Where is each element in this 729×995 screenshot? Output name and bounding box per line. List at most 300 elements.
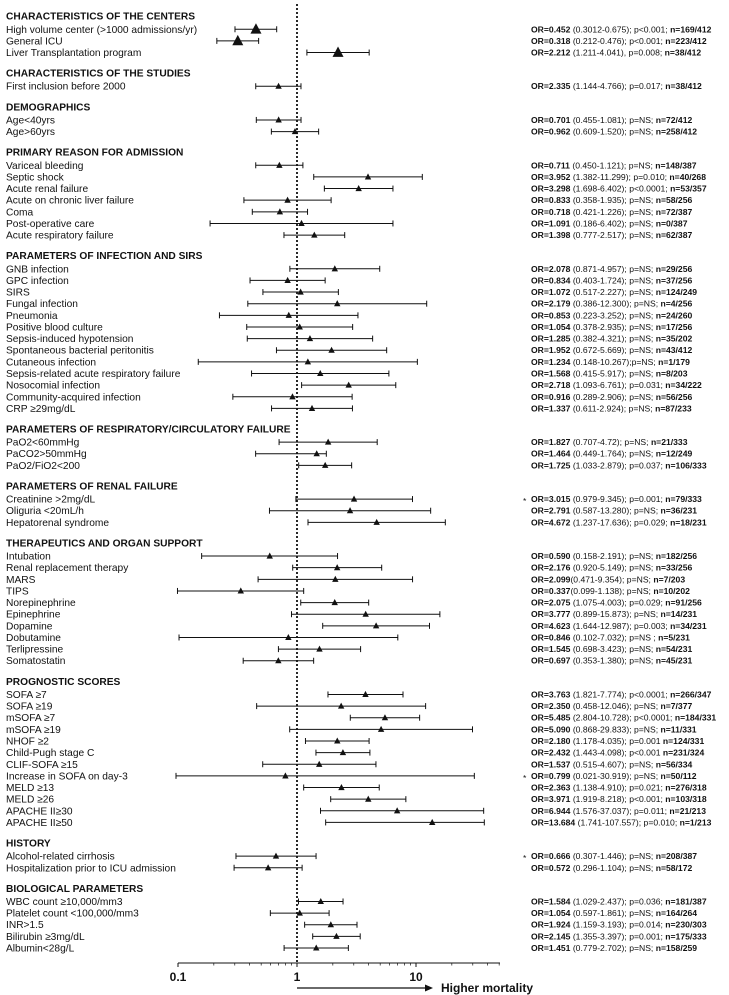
- x-axis-label: Higher mortality: [441, 981, 534, 995]
- or-stat-n: n=79/333: [665, 494, 702, 505]
- or-stat-val: 2.432: [548, 747, 571, 758]
- or-stat-val: 1.827: [548, 437, 571, 448]
- or-stat-ci-text: (0.358-1.935); p=NS;: [570, 195, 656, 206]
- or-stat-val: 5.485: [548, 712, 571, 723]
- row-label: Acute on chronic liver failure: [6, 195, 134, 207]
- section-title: CHARACTERISTICS OF THE CENTERS: [6, 11, 196, 23]
- or-stat: [531, 656, 692, 666]
- or-stat-n: n=184/331: [674, 712, 717, 723]
- or-stat-ci-text: (0.450-1.121); p=NS;: [569, 160, 656, 171]
- or-stat-val: 2.363: [548, 782, 571, 793]
- or-stat-val: 0.697: [548, 655, 571, 666]
- or-stat: [531, 24, 712, 34]
- or-stat-n: n=5/231: [658, 632, 690, 643]
- or-stat-n: n=158/259: [655, 943, 698, 953]
- or-stat: [531, 264, 692, 274]
- or-stat-or-text: OR=: [531, 81, 549, 92]
- or-stat-val: 1.725: [548, 460, 571, 471]
- or-stat-val: 2.350: [548, 701, 571, 712]
- x-tick-label: 0.1: [169, 970, 187, 984]
- or-stat-n: n=38/412: [664, 47, 702, 58]
- row-label: Age>60yrs: [6, 127, 55, 139]
- or-stat: [531, 759, 692, 769]
- or-stat-val: 1.464: [548, 448, 571, 459]
- or-stat-val: 3.015: [548, 494, 571, 505]
- or-stat-or-text: OR=: [531, 770, 549, 781]
- or-stat-ci-text: (1.919-8.218); p<0.001;: [570, 794, 666, 805]
- or-stat: [531, 172, 706, 182]
- or-stat-ci-text: (1.576-37.037); p=0.011;: [570, 805, 670, 816]
- or-stat-or-text: OR=: [531, 817, 549, 828]
- or-stat-val: 0.572: [548, 862, 571, 873]
- or-stat-n: n=106/333: [665, 460, 707, 471]
- or-stat-or-text: OR=: [531, 183, 549, 194]
- or-stat-ci-text: (1.355-3.397); p=0.001;: [570, 931, 666, 942]
- or-stat: [531, 598, 702, 608]
- or-stat-val: 2.791: [548, 505, 571, 516]
- or-stat-n: n=54/231: [655, 644, 693, 655]
- or-stat-val: 2.212: [548, 47, 571, 58]
- or-stat-n: n=62/387: [655, 230, 693, 241]
- or-stat: [531, 48, 701, 58]
- or-stat-or-text: OR=: [531, 47, 549, 58]
- or-stat-ci-text: (0.148-10.267);p=NS;: [570, 356, 659, 367]
- row-label: GPC infection: [6, 275, 69, 287]
- or-stat-or-text: OR=: [531, 345, 549, 356]
- or-stat-ci-text: (0.707-4.72); p=NS;: [570, 437, 651, 448]
- or-stat: [531, 230, 692, 240]
- significance-star: *: [523, 772, 527, 783]
- or-stat: [531, 81, 702, 91]
- or-stat-ci-text: (0.779-2.702); p=NS;: [570, 943, 656, 953]
- or-stat-ci-text: (0.979-9.345); p=0.001;: [570, 494, 666, 505]
- or-stat-or-text: OR=: [531, 896, 549, 907]
- or-stat-n: n=33/256: [655, 562, 693, 573]
- row-label: Acute renal failure: [6, 184, 89, 196]
- or-stat-n: n=72/387: [655, 206, 693, 217]
- or-stat: [531, 817, 712, 827]
- row-label: Dobutamine: [6, 632, 61, 644]
- or-stat-or-text: OR=: [531, 551, 549, 562]
- or-stat-val: 2.335: [548, 81, 571, 92]
- row-label: Dopamine: [6, 621, 53, 633]
- row-label: CRP ≥29mg/dL: [6, 403, 76, 415]
- or-stat-n: n=231/324: [662, 747, 705, 758]
- or-stat-val: 3.952: [548, 171, 571, 182]
- or-stat-ci-text: (0.672-5.669); p=NS;: [570, 345, 656, 356]
- or-stat-n: n=37/256: [655, 275, 693, 286]
- row-label: mSOFA ≥19: [6, 724, 61, 736]
- or-stat-ci-text: (0.212-0.476); p<0.001;: [570, 35, 666, 46]
- row-label: Spontaneous bacterial peritonitis: [6, 345, 154, 357]
- or-stat-or-text: OR=: [531, 712, 549, 723]
- or-stat: [531, 322, 692, 332]
- row-label: High volume center (>1000 admissions/yr): [6, 24, 198, 36]
- or-stat-ci-text: (0.382-4.321); p=NS;: [570, 333, 656, 344]
- or-stat: [531, 644, 692, 654]
- or-stat: [531, 218, 688, 228]
- or-stat-or-text: OR=: [531, 218, 549, 229]
- x-tick-label: 10: [409, 970, 423, 984]
- or-stat-n: n=0/387: [655, 218, 688, 229]
- or-stat-val: 1.234: [548, 356, 571, 367]
- or-marker: [333, 46, 344, 56]
- section-title: BIOLOGICAL PARAMETERS: [6, 883, 144, 895]
- or-stat-ci-text: (0.353-1.380); p=NS;: [570, 655, 656, 666]
- or-stat-or-text: OR=: [531, 195, 549, 206]
- or-stat-ci-text: (0.158-2.191); p=NS;: [570, 551, 656, 562]
- row-label: Coma: [6, 207, 34, 219]
- row-label: WBC count ≥10,000/mm3: [6, 896, 123, 908]
- or-stat-val: 0.962: [548, 126, 571, 137]
- or-stat-n: n=181/387: [665, 896, 707, 907]
- or-stat: [531, 724, 697, 734]
- or-stat-or-text: OR=: [531, 724, 549, 735]
- or-stat-or-text: OR=: [531, 448, 549, 459]
- or-stat: [531, 368, 688, 378]
- or-stat-val: 2.179: [548, 298, 571, 309]
- or-stat-ci-text: (2.804-10.728); p<0.0001;: [570, 712, 675, 723]
- or-stat: [531, 345, 692, 355]
- or-stat: [531, 310, 692, 320]
- or-stat-val: 0.799: [548, 770, 571, 781]
- or-stat-n: n=34/231: [670, 620, 707, 631]
- or-stat-n: n=91/256: [665, 597, 702, 608]
- row-label: Age<40yrs: [6, 115, 55, 127]
- or-stat-val: 1.285: [548, 333, 571, 344]
- or-stat-or-text: OR=: [531, 759, 549, 770]
- or-stat-val: 0.337: [548, 585, 571, 596]
- or-stat: [531, 896, 707, 906]
- or-stat-n: n=208/387: [655, 851, 698, 862]
- or-stat-ci-text: (1.741-107.557); p=0.010;: [575, 817, 680, 828]
- or-stat-n: n=29/256: [655, 263, 693, 274]
- or-stat-ci-text: (1.698-6.402); p<0.0001;: [570, 183, 671, 194]
- row-label: SOFA ≥7: [6, 689, 47, 701]
- or-stat-ci-text: (1.821-7.774); p<0.0001;: [570, 689, 671, 700]
- or-stat-or-text: OR=: [531, 735, 549, 746]
- or-stat-ci-text: (0.102-7.032); p=NS ;: [570, 632, 659, 643]
- row-label: INR>1.5: [6, 920, 44, 932]
- or-stat-val: 0.846: [548, 632, 571, 643]
- or-stat-val: 0.718: [548, 206, 571, 217]
- or-stat-n: n=169/412: [670, 24, 712, 35]
- or-stat-ci-text: (1.144-4.766); p=0.017;: [570, 81, 666, 92]
- or-stat-or-text: OR=: [531, 298, 549, 309]
- or-stat-val: 3.777: [548, 609, 571, 620]
- or-stat-val: 0.833: [548, 195, 571, 206]
- or-stat-or-text: OR=: [531, 862, 549, 873]
- or-stat: [531, 357, 690, 367]
- or-stat-or-text: OR=: [531, 263, 549, 274]
- or-stat-n: n=72/412: [655, 114, 693, 125]
- row-label: mSOFA ≥7: [6, 713, 56, 725]
- or-stat-n: n=12/249: [655, 448, 693, 459]
- or-stat-val: 1.952: [548, 345, 571, 356]
- row-label: Increase in SOFA on day-3: [6, 771, 128, 783]
- row-label: Creatinine >2mg/dL: [6, 494, 96, 506]
- section-title: PARAMETERS OF RENAL FAILURE: [6, 481, 178, 493]
- or-stat-val: 0.666: [548, 851, 571, 862]
- or-stat-n: n=1/213: [679, 817, 712, 828]
- or-stat-ci-text: (0.920-5.149); p=NS;: [570, 562, 656, 573]
- section-title: PARAMETERS OF INFECTION AND SIRS: [6, 251, 203, 263]
- or-stat: [531, 943, 697, 953]
- or-stat-or-text: OR=: [531, 919, 549, 930]
- row-label: Sepsis-related acute respiratory failure: [6, 368, 181, 380]
- or-stat-or-text: OR=: [531, 494, 549, 505]
- or-stat-val: 1.451: [548, 943, 571, 953]
- or-stat: [531, 195, 692, 205]
- or-stat: [531, 771, 697, 781]
- or-stat-n: n=258/412: [655, 126, 698, 137]
- row-label: Community-acquired infection: [6, 392, 141, 404]
- or-stat-n: n=223/412: [665, 35, 707, 46]
- or-stat-n: n=10/202: [653, 585, 690, 596]
- or-stat-ci-text: (0.899-15.873); p=NS;: [570, 609, 661, 620]
- or-stat-n: n=34/222: [665, 380, 702, 391]
- or-stat: [531, 806, 706, 816]
- or-stat-val: 1.537: [548, 759, 571, 770]
- or-stat-ci-text: (1.382-11.299); p=0.010;: [570, 171, 670, 182]
- section-title: HISTORY: [6, 838, 51, 850]
- or-stat: [531, 275, 692, 285]
- or-stat-or-text: OR=: [531, 206, 549, 217]
- row-label: Sepsis-induced hypotension: [6, 334, 134, 346]
- or-stat-or-text: OR=: [531, 333, 549, 344]
- or-stat-or-text: OR=: [531, 851, 549, 862]
- or-stat-or-text: OR=: [531, 35, 549, 46]
- or-stat-n: n=87/233: [655, 403, 692, 414]
- or-stat-or-text: OR=: [531, 689, 549, 700]
- or-stat: [531, 794, 707, 804]
- or-stat-or-text: OR=: [531, 562, 549, 573]
- or-stat: [531, 609, 697, 619]
- or-stat: [531, 449, 692, 459]
- or-stat-n: n=276/318: [665, 782, 707, 793]
- row-label: TIPS: [6, 586, 29, 598]
- or-stat-or-text: OR=: [531, 160, 549, 171]
- or-stat-val: 1.924: [548, 919, 571, 930]
- or-stat: [531, 689, 712, 699]
- row-label: Somatostatin: [6, 656, 66, 668]
- or-stat-ci-text: (0.415-5.917); p=NS;: [570, 368, 656, 379]
- or-stat-ci-text: (1.644-12.987); p=0.003;: [570, 620, 671, 631]
- or-stat-n: n=24/260: [655, 310, 693, 321]
- or-stat-ci-text: (0.609-1.520); p=NS;: [570, 126, 656, 137]
- or-stat-or-text: OR=: [531, 574, 549, 585]
- or-stat-val: 2.176: [548, 562, 571, 573]
- or-marker: [232, 35, 243, 45]
- or-stat: [531, 621, 707, 631]
- or-stat-ci-text: (1.029-2.437); p=0.036;: [570, 896, 666, 907]
- or-stat-val: 1.072: [548, 287, 571, 298]
- or-stat-ci-text: (0.3012-0.675); p<0.001;: [570, 24, 671, 35]
- or-stat-or-text: OR=: [531, 794, 549, 805]
- or-stat: [531, 863, 692, 873]
- or-stat-val: 2.718: [548, 380, 571, 391]
- row-label: APACHE II≥30: [6, 806, 73, 818]
- or-stat-val: 2.078: [548, 263, 571, 274]
- or-stat: [531, 586, 690, 596]
- row-label: Epinephrine: [6, 609, 61, 621]
- or-marker: [250, 23, 261, 33]
- row-label: Child-Pugh stage C: [6, 748, 95, 760]
- row-label: Oliguria <20mL/h: [6, 506, 84, 518]
- or-stat-ci-text: (0.868-29.833); p=NS;: [570, 724, 661, 735]
- or-stat-ci-text: (0.403-1.724); p=NS;: [570, 275, 656, 286]
- or-stat-or-text: OR=: [531, 632, 549, 643]
- or-stat-val: 3.971: [548, 794, 571, 805]
- or-stat-or-text: OR=: [531, 356, 549, 367]
- section-title: DEMOGRAPHICS: [6, 102, 91, 114]
- or-stat-val: 1.568: [548, 368, 571, 379]
- or-stat-or-text: OR=: [531, 609, 549, 620]
- or-stat-ci-text: (1.443-4.098); p<0.001: [570, 747, 663, 758]
- or-stat-or-text: OR=: [531, 437, 549, 448]
- or-stat-n: n=56/256: [655, 391, 693, 402]
- or-stat-val: 0.916: [548, 391, 571, 402]
- section-title: CHARACTERISTICS OF THE STUDIES: [6, 68, 191, 80]
- or-stat-n: n=40/268: [669, 171, 706, 182]
- or-stat-n: n=8/203: [655, 368, 688, 379]
- or-stat-n: n=14/231: [660, 609, 698, 620]
- or-stat-ci-text: (0.223-3.252); p=NS;: [570, 310, 656, 321]
- or-stat-or-text: OR=: [531, 310, 549, 321]
- or-stat-n: n=7/203: [653, 574, 686, 585]
- or-stat-n: n=124/249: [655, 287, 698, 298]
- or-stat-ci-text: (0.449-1.764); p=NS;: [570, 448, 656, 459]
- or-stat-val: 5.090: [548, 724, 571, 735]
- or-stat-ci-text: (1.075-4.003); p=0.029;: [570, 597, 666, 608]
- or-stat-n: n=148/387: [655, 160, 697, 171]
- or-stat-or-text: OR=: [531, 747, 549, 758]
- row-label: PaCO2>50mmHg: [6, 449, 87, 461]
- or-stat-val: 2.145: [548, 931, 571, 942]
- or-stat-or-text: OR=: [531, 275, 549, 286]
- or-stat: [531, 460, 707, 470]
- row-label: GNB infection: [6, 264, 69, 276]
- or-stat-or-text: OR=: [531, 321, 549, 332]
- or-stat: [531, 207, 692, 217]
- or-stat-val: 0.452: [548, 24, 571, 35]
- significance-star: *: [523, 496, 527, 507]
- or-stat: [531, 392, 692, 402]
- row-label: General ICU: [6, 36, 63, 48]
- or-stat-n: n=50/112: [660, 770, 697, 781]
- or-stat-val: 1.398: [548, 230, 571, 241]
- or-stat-ci-text: (0.458-12.046); p=NS;: [570, 701, 661, 712]
- row-label: SIRS: [6, 287, 30, 299]
- row-label: SOFA ≥19: [6, 701, 53, 713]
- or-stat-n: n=11/331: [660, 724, 697, 735]
- section-title: PARAMETERS OF RESPIRATORY/CIRCULATORY FAILURE: [6, 424, 291, 436]
- or-stat-or-text: OR=: [531, 620, 549, 631]
- or-stat-n: n=35/202: [655, 333, 693, 344]
- or-stat-or-text: OR=: [531, 380, 549, 391]
- or-stat-or-text: OR=: [531, 368, 549, 379]
- or-stat-ci-text: (1.138-4.910); p=0.021;: [570, 782, 666, 793]
- or-stat-val: 4.672: [548, 517, 571, 528]
- or-stat-or-text: OR=: [531, 943, 549, 953]
- or-stat: [531, 437, 688, 447]
- or-stat-or-text: OR=: [531, 403, 549, 414]
- or-stat-val: 0.590: [548, 551, 571, 562]
- or-stat-n: n=1/179: [658, 356, 690, 367]
- row-label: Alcohol-related cirrhosis: [6, 851, 115, 863]
- or-stat: [531, 632, 690, 642]
- or-stat-n: n=182/256: [655, 551, 698, 562]
- row-label: MELD ≥13: [6, 783, 55, 795]
- or-stat-ci-text: (0.421-1.226); p=NS;: [570, 206, 656, 217]
- or-stat-n: n=164/264: [655, 908, 698, 919]
- or-stat-n: n=21/333: [650, 437, 688, 448]
- or-stat-n: n=45/231: [655, 655, 693, 666]
- row-label: Post-operative care: [6, 218, 95, 230]
- or-stat-ci-text: (0.471-9.354); p=NS;: [570, 574, 654, 585]
- or-stat-or-text: OR=: [531, 114, 549, 125]
- or-stat-ci-text: (1.237-17.636); p=0.029;: [570, 517, 671, 528]
- or-stat: [531, 920, 707, 930]
- or-stat-or-text: OR=: [531, 701, 549, 712]
- or-stat-or-text: OR=: [531, 931, 549, 942]
- or-stat-val: 1.337: [548, 403, 571, 414]
- or-stat-or-text: OR=: [531, 24, 549, 35]
- row-label: APACHE II≥50: [6, 817, 73, 829]
- or-stat-val: 4.623: [548, 620, 571, 631]
- or-stat: [531, 931, 707, 941]
- or-stat-n: n=53/357: [670, 183, 707, 194]
- significance-star: *: [523, 853, 527, 864]
- or-stat-ci-text: (0.698-3.423); p=NS;: [570, 644, 656, 655]
- or-stat: [531, 115, 692, 125]
- or-stat-val: 1.545: [548, 644, 571, 655]
- row-label: Septic shock: [6, 172, 64, 184]
- or-stat-val: 3.763: [548, 689, 571, 700]
- or-stat-or-text: OR=: [531, 908, 549, 919]
- or-stat-ci-text: (0.386-12.300); p=NS;: [570, 298, 661, 309]
- or-stat-n: n=103/318: [665, 794, 707, 805]
- or-stat: [531, 36, 707, 46]
- or-stat-val: 1.054: [548, 321, 571, 332]
- mortality-arrowhead: [425, 985, 433, 992]
- or-stat: [531, 184, 707, 194]
- or-stat-ci-text: (0.611-2.924); p=NS;: [570, 403, 656, 414]
- section-title: THERAPEUTICS AND ORGAN SUPPORT: [6, 538, 203, 550]
- or-stat: [531, 127, 697, 137]
- or-stat-val: 0.853: [548, 310, 571, 321]
- row-label: Positive blood culture: [6, 322, 103, 334]
- row-label: Intubation: [6, 551, 51, 563]
- or-stat: [531, 908, 697, 918]
- row-label: MELD ≥26: [6, 794, 55, 806]
- or-stat: [531, 299, 692, 309]
- or-stat-val: 0.318: [548, 35, 571, 46]
- or-stat-or-text: OR=: [531, 805, 549, 816]
- or-stat: [531, 574, 685, 584]
- or-stat-n: n=21/213: [669, 805, 706, 816]
- row-label: Hospitalization prior to ICU admission: [6, 863, 176, 875]
- or-stat-n: n=38/412: [665, 81, 702, 92]
- row-label: Pneumonia: [6, 310, 58, 322]
- or-stat-n: n=266/347: [670, 689, 712, 700]
- row-label: PaO2<60mmHg: [6, 437, 80, 449]
- or-stat-ci-text: (1.033-2.879); p=0.037;: [570, 460, 666, 471]
- or-stat-n: n=18/231: [670, 517, 707, 528]
- row-label: Norepinephrine: [6, 598, 76, 610]
- or-stat-n: n=230/303: [665, 919, 707, 930]
- or-stat-val: 0.701: [548, 114, 571, 125]
